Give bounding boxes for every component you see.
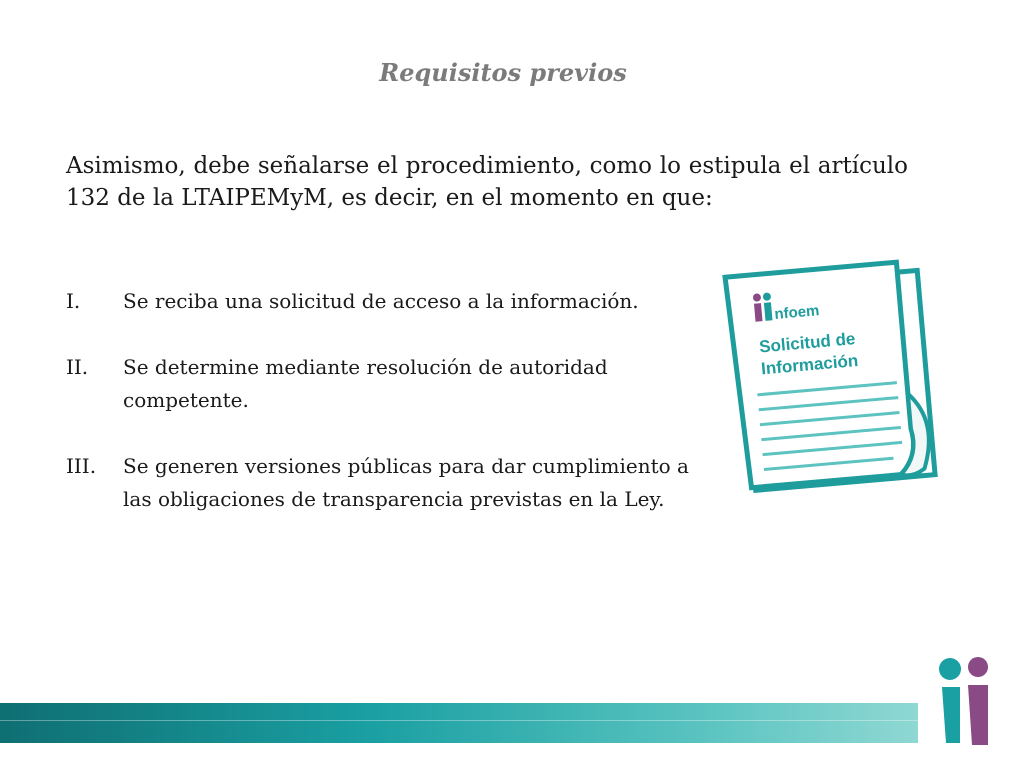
list-item (66, 450, 706, 516)
list-item (66, 351, 706, 417)
list-numeral: III. (66, 454, 97, 478)
list-item-text: Se generen versiones públicas para dar cumplimiento a las obligaciones de transparencia previstas en la Ley. (123, 454, 689, 511)
requirements-list (66, 285, 706, 516)
request-form-illustration (720, 250, 950, 500)
list-item-text: Se determine mediante resolución de autoridad competente. (123, 355, 608, 412)
list-item (66, 285, 706, 318)
footer-bar (0, 703, 918, 743)
slide-title: Requisitos previos (379, 58, 627, 87)
list-item-text: Se reciba una solicitud de acceso a la información. (123, 289, 639, 313)
form-title-line2: Información (760, 350, 859, 379)
infoem-logo-icon (934, 655, 994, 750)
list-numeral: I. (66, 289, 81, 313)
list-numeral: II. (66, 355, 89, 379)
brand-name: nfoem (773, 302, 821, 324)
intro-paragraph: Asimismo, debe señalarse el procedimiento, como lo estipula el artículo 132 de la LTAIPEMyM, es decir, en el momento en que: (66, 153, 908, 211)
form-title-line1: Solicitud de (758, 329, 857, 357)
